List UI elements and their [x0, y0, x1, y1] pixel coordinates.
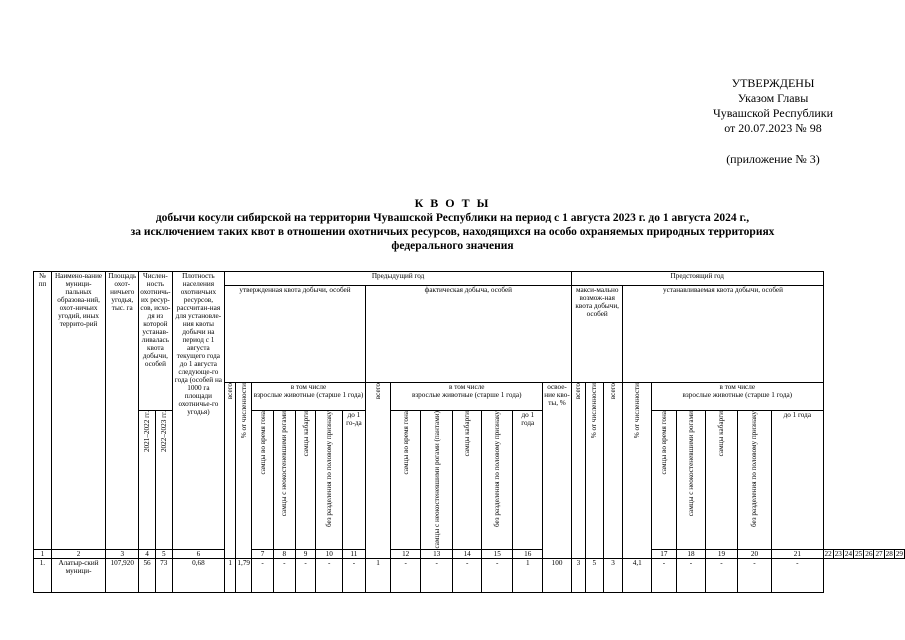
table-cell-c25: - — [652, 558, 677, 592]
col-season-males-actual: самцы во время гона — [391, 411, 421, 550]
column-number-cell: 15 — [481, 549, 512, 558]
table-row — [34, 558, 905, 592]
table-cell-c18: - — [481, 558, 512, 592]
column-number-cell: 25 — [855, 549, 863, 558]
column-number-cell: 18 — [676, 549, 706, 558]
col-antler-males-set: самцы с неокостеневшими рогами — [676, 411, 706, 550]
table-cell-c28: - — [737, 558, 771, 592]
column-number-cell: 29 — [895, 549, 903, 558]
table-cell-count2: 73 — [155, 558, 172, 592]
approval-line-2: Указом Главы — [737, 91, 809, 105]
table-cell-density: 0,68 — [172, 558, 225, 592]
header-max-quota: макси-мально возмож-ная квота добычи, особей — [571, 286, 623, 383]
table-cell-c26: - — [676, 558, 706, 592]
column-number-cell: 19 — [706, 549, 737, 558]
table-cell-c16: - — [420, 558, 452, 592]
table-cell-name: Алатыр-ский муници- — [51, 558, 105, 592]
header-previous-year: Предыдущий год — [225, 272, 572, 286]
header-approved-quota: утвержденная квота добычи, особей — [225, 286, 366, 383]
table-cell-c21: 3 — [571, 558, 585, 592]
table-cell-c7: 1 — [225, 558, 236, 592]
col-nosex-approved: без разделения по половому признаку — [316, 411, 343, 550]
column-number-cell: 26 — [865, 549, 873, 558]
column-number-cell: 21 — [772, 549, 823, 558]
table-cell-c27: - — [706, 558, 737, 592]
document-heading: К В О Т Ы — [414, 196, 491, 210]
col-years-2022-2023: 2022–2023 гг. — [155, 411, 172, 550]
col-total-actual: всего — [365, 383, 391, 559]
column-number-cell: 1 — [34, 549, 52, 558]
col-pct-max: % от численности — [585, 383, 603, 559]
table-cell-c13: - — [343, 558, 366, 592]
header-including-actual: в том числе взрослые животные (старше 1 года) — [391, 383, 543, 411]
column-number-cell: 23 — [834, 549, 842, 558]
appendix-note: (приложение № 3) — [726, 152, 820, 166]
col-season-males-approved: самцы во время гона — [252, 411, 274, 550]
approval-line-1: УТВЕРЖДЕНЫ — [731, 76, 815, 90]
table-cell-c23: 3 — [603, 558, 623, 592]
column-number-cell: 12 — [391, 549, 421, 558]
column-number-cell: 11 — [343, 549, 366, 558]
col-cabarga-approved: самцы кабарги — [295, 411, 316, 550]
column-number-cell: 13 — [420, 549, 452, 558]
table-cell-c10: - — [273, 558, 295, 592]
column-number-cell: 10 — [316, 549, 343, 558]
document-title — [0, 211, 905, 253]
table-cell-count1: 56 — [139, 558, 156, 592]
table-cell-c20: 100 — [543, 558, 572, 592]
approval-line-3: Чувашской Республики — [712, 106, 834, 120]
header-area: Площадь охот-ничьего угодья, тыс. га — [106, 272, 139, 550]
header-name: Наимено-вание муници-пальных образова-ний, охот-ничьих угодий, иных террито-рий — [51, 272, 105, 550]
col-nosex-actual: без разделения по половому признаку — [481, 411, 512, 550]
col-total-approved: всего — [225, 383, 236, 559]
column-number-cell: 9 — [295, 549, 316, 558]
table-cell-area: 107,920 — [106, 558, 139, 592]
col-years-2021-2022: 2021–2022 гг. — [139, 411, 156, 550]
column-number-cell: 14 — [453, 549, 482, 558]
header-density: Плотность населения охотничьих ресурсов, рассчитан-ная для установле-ния квоты добычи на период с 1 августа текущего года до 1 августа следующе-го года (особей на 1000 га площади охотничье-го угодья) — [172, 272, 225, 550]
table-cell-c17: - — [453, 558, 482, 592]
header-actual-harvest: фактическая добыча, особей — [365, 286, 571, 383]
column-number-cell: 3 — [106, 549, 139, 558]
header-including-set: в том числе взрослые животные (старше 1 года) — [652, 383, 823, 411]
table-cell-c9: - — [252, 558, 274, 592]
title-line-3: федерального значения — [391, 240, 514, 252]
header-set-quota: устанавливаемая квота добычи, особей — [623, 286, 823, 383]
column-number-cell: 20 — [737, 549, 771, 558]
table-cell-c8: 1,79 — [236, 558, 252, 592]
col-season-males-set: самцы во время гона — [652, 411, 677, 550]
column-number-cell: 27 — [875, 549, 883, 558]
column-number-cell: 24 — [844, 549, 853, 558]
column-number-cell: 7 — [252, 549, 274, 558]
header-including-approved: в том числе взрослые животные (старше 1 года) — [252, 383, 366, 411]
col-quota-used: освое-ние кво-ты, % — [543, 383, 572, 559]
approval-block — [688, 76, 858, 136]
table-cell-c14: 1 — [365, 558, 391, 592]
col-cabarga-set: самцы кабарги — [706, 411, 737, 550]
table-cell-c24: 4,1 — [623, 558, 652, 592]
header-number: № пп — [34, 272, 52, 550]
column-number-cell: 8 — [273, 549, 295, 558]
col-nosex-set: без разделения по половому признаку — [737, 411, 771, 550]
column-number-cell: 17 — [652, 549, 677, 558]
title-line-1: добычи косули сибирской на территории Чувашской Республики на период с 1 августа 2023 г. до 1 августа 2024 г., — [155, 212, 750, 224]
table-cell-c22: 5 — [585, 558, 603, 592]
col-under1-actual: до 1 года — [513, 411, 543, 550]
title-line-2: за исключением таких квот в отношении охотничьих ресурсов, находящихся на особо охраняемых природных территориях — [130, 226, 775, 238]
table-cell-c11: - — [295, 558, 316, 592]
col-antler-males-approved: самцы с неокостеневшими рогами — [273, 411, 295, 550]
col-pct-set: % от численности — [623, 383, 652, 559]
column-number-cell: 2 — [51, 549, 105, 558]
col-total-set: всего — [603, 383, 623, 559]
col-cabarga-actual: самцы кабарги — [453, 411, 482, 550]
col-under1-approved: до 1 го-да — [343, 411, 366, 550]
column-number-cell: 22 — [824, 549, 832, 558]
col-antler-males-actual: самцы с неокостеневшими рогами (пантами) — [420, 411, 452, 550]
table-cell-no: 1. — [34, 558, 52, 592]
col-total-max: всего — [571, 383, 585, 559]
table-cell-c12: - — [316, 558, 343, 592]
col-under1-set: до 1 года — [772, 411, 823, 550]
column-number-row — [34, 549, 905, 558]
table-cell-c19: 1 — [513, 558, 543, 592]
approval-line-4: от 20.07.2023 № 98 — [724, 121, 822, 135]
column-number-cell: 6 — [172, 549, 225, 558]
column-number-cell: 4 — [139, 549, 156, 558]
table-cell-c15: - — [391, 558, 421, 592]
column-number-cell: 16 — [513, 549, 543, 558]
quota-table — [33, 271, 905, 593]
column-number-cell: 5 — [155, 549, 172, 558]
header-next-year: Предстоящий год — [571, 272, 823, 286]
column-number-cell: 28 — [885, 549, 893, 558]
header-count: Числен-ность охотничь-их ресур-сов, исхо-дя из которой устанав-ливалась квота добычи, особей — [139, 272, 172, 411]
col-pct-approved: % от численности — [236, 383, 252, 559]
table-cell-c29: - — [772, 558, 823, 592]
